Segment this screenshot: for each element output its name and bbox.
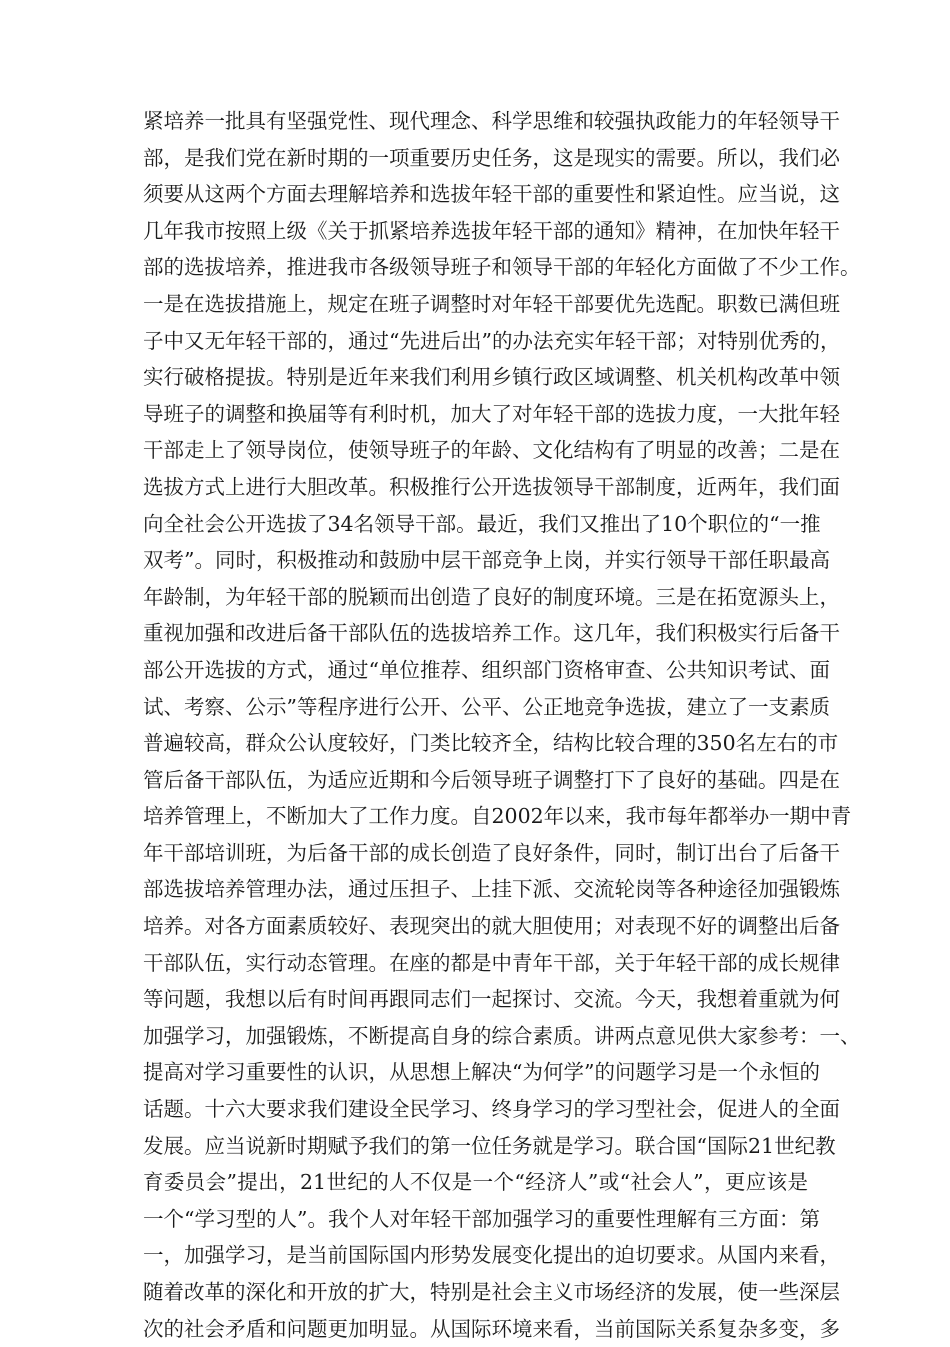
text-line: 干部走上了领导岗位，使领导班子的年龄、文化结构有了明显的改善；二是在 [143, 438, 840, 463]
text-line: 育委员会”提出，21世纪的人不仅是一个“经济人”或“社会人”，更应该是 [143, 1170, 808, 1195]
text-line: 普遍较高，群众公认度较好，门类比较齐全，结构比较合理的350名左右的市 [143, 731, 839, 756]
text-line: 试、考察、公示”等程序进行公开、公平、公正地竞争选拔，建立了一支素质 [143, 694, 830, 719]
text-line: 子中又无年轻干部的，通过“先进后出”的办法充实年轻干部；对特别优秀的， [143, 328, 841, 353]
text-line: 导班子的调整和换届等有利时机，加大了对年轻干部的选拔力度，一大批年轻 [143, 401, 840, 426]
text-line: 次的社会矛盾和问题更加明显。从国际环境来看，当前国际关系复杂多变，多 [143, 1316, 840, 1341]
text-line: 等问题，我想以后有时间再跟同志们一起探讨、交流。今天，我想着重就为何 [143, 987, 840, 1012]
text-line: 干部队伍，实行动态管理。在座的都是中青年干部，关于年轻干部的成长规律 [143, 950, 840, 975]
text-line: 加强学习，加强锻炼，不断提高自身的综合素质。讲两点意见供大家参考：一、 [143, 1023, 861, 1048]
text-line: 部选拔培养管理办法，通过压担子、上挂下派、交流轮岗等各种途径加强锻炼 [143, 877, 840, 902]
text-line: 部，是我们党在新时期的一项重要历史任务，这是现实的需要。所以，我们必 [143, 145, 840, 170]
text-line: 话题。十六大要求我们建设全民学习、终身学习的学习型社会，促进人的全面 [143, 1097, 840, 1122]
text-line: 随着改革的深化和开放的扩大，特别是社会主义市场经济的发展，使一些深层 [143, 1280, 840, 1304]
text-line: 部公开选拔的方式，通过“单位推荐、组织部门资格审查、公共知识考试、面 [143, 657, 830, 682]
text-line: 紧培养一批具有坚强党性、现代理念、科学思维和较强执政能力的年轻领导干 [143, 109, 840, 133]
text-line: 须要从这两个方面去理解培养和选拔年轻干部的重要性和紧迫性。应当说，这 [143, 182, 840, 207]
text-line: 部的选拔培养，推进我市各级领导班子和领导干部的年轻化方面做了不少工作。 [143, 255, 861, 280]
text-line: 选拔方式上进行大胆改革。积极推行公开选拔领导干部制度，近两年，我们面 [143, 474, 840, 499]
text-line: 重视加强和改进后备干部队伍的选拔培养工作。这几年，我们积极实行后备干 [143, 621, 840, 646]
text-line: 提高对学习重要性的认识，从思想上解决“为何学”的问题学习是一个永恒的 [143, 1060, 820, 1085]
text-line: 培养。对各方面素质较好、表现突出的就大胆使用；对表现不好的调整出后备 [143, 914, 840, 939]
text-line: 几年我市按照上级《关于抓紧培养选拔年轻干部的通知》精神，在加快年轻干 [143, 218, 840, 243]
text-line: 年龄制，为年轻干部的脱颖而出创造了良好的制度环境。三是在拓宽源头上， [143, 584, 840, 609]
text-line: 一，加强学习，是当前国际国内形势发展变化提出的迫切要求。从国内来看， [143, 1243, 840, 1268]
text-line: 一个“学习型的人”。我个人对年轻干部加强学习的重要性理解有三方面：第 [143, 1206, 820, 1231]
body-text [143, 103, 861, 1347]
text-line: 培养管理上，不断加大了工作力度。自2002年以来，我市每年都举办一期中青 [143, 804, 852, 829]
text-line: 一是在选拔措施上，规定在班子调整时对年轻干部要优先选配。职数已满但班 [143, 291, 840, 316]
text-line: 双考”。同时，积极推动和鼓励中层干部竞争上岗，并实行领导干部任职最高 [143, 548, 830, 573]
text-line: 发展。应当说新时期赋予我们的第一位任务就是学习。联合国“国际21世纪教 [143, 1133, 836, 1158]
text-line: 实行破格提拔。特别是近年来我们利用乡镇行政区域调整、机关机构改革中领 [143, 365, 840, 390]
text-line: 年干部培训班，为后备干部的成长创造了良好条件，同时，制订出台了后备干 [143, 840, 840, 865]
text-line: 管后备干部队伍，为适应近期和今后领导班子调整打下了良好的基础。四是在 [143, 767, 840, 792]
text-line: 向全社会公开选拔了34名领导干部。最近，我们又推出了10个职位的“一推 [143, 511, 821, 536]
